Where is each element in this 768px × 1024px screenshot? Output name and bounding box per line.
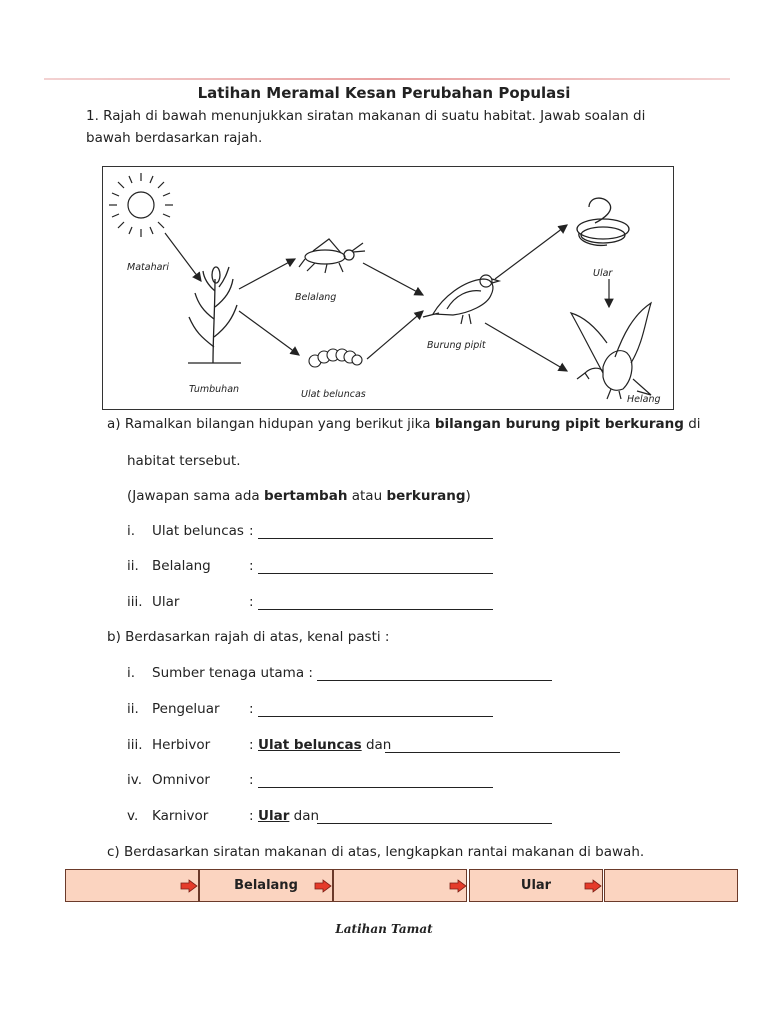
food-chain-box-3[interactable]	[333, 869, 467, 902]
arrow-plant-grasshopper	[239, 259, 295, 289]
food-chain-box-1[interactable]	[65, 869, 199, 902]
qb-item-4-colon: :	[249, 772, 254, 788]
label-ular: Ular	[593, 268, 613, 279]
question-a-label: a)	[107, 416, 121, 432]
footer-text: Latihan Tamat	[335, 922, 433, 936]
chain-arrow-3-icon	[449, 879, 467, 893]
answer-line-ulat-beluncas[interactable]	[258, 538, 493, 539]
plant-icon	[188, 267, 241, 363]
arrow-sun-plant	[165, 233, 201, 281]
caterpillar-icon	[309, 349, 362, 367]
herbivor-given: Ulat beluncas	[258, 737, 362, 753]
sun-icon	[109, 173, 173, 237]
note-bertambah: bertambah	[263, 488, 348, 504]
qa-item-1-num: i.	[127, 523, 136, 539]
question-b-label: b)	[107, 629, 121, 645]
arrow-plant-caterpillar	[239, 311, 299, 355]
qb-item-2-label: Pengeluar	[152, 701, 220, 717]
intro-line-1: 1. Rajah di bawah menunjukkan siratan makanan di suatu habitat. Jawab soalan di	[86, 108, 646, 124]
arrow-sparrow-snake	[495, 225, 567, 279]
intro-text	[86, 105, 686, 149]
qa-item-2-label: Belalang	[152, 558, 211, 574]
food-chain-box-4: Ular	[469, 869, 603, 902]
karnivor-joiner: dan	[289, 808, 320, 824]
qb-item-3-label: Herbivor	[152, 737, 211, 753]
snake-icon	[577, 198, 629, 245]
sparrow-icon	[423, 275, 499, 324]
qb-item-5-label: Karnivor	[152, 808, 209, 824]
chain-arrow-4-icon	[584, 879, 602, 893]
answer-line-herbivor[interactable]	[385, 752, 620, 753]
label-helang: Helang	[627, 394, 661, 405]
intro-line-2: bawah berdasarkan rajah.	[86, 130, 263, 146]
karnivor-given: Ular	[258, 808, 290, 824]
qa-item-1-colon: :	[249, 523, 254, 539]
note-mid: atau	[347, 488, 387, 504]
question-a-line2: habitat tersebut.	[127, 453, 241, 469]
label-tumbuhan: Tumbuhan	[189, 384, 240, 395]
qb-item-5-num: v.	[127, 808, 139, 824]
note-berkurang: berkurang	[386, 488, 466, 504]
label-belalang: Belalang	[295, 292, 337, 303]
arrow-caterpillar-sparrow	[367, 311, 423, 359]
qa-item-3-num: iii.	[127, 594, 143, 610]
arrow-sparrow-eagle	[485, 323, 567, 371]
question-a-note	[127, 488, 471, 504]
qa-item-2-num: ii.	[127, 558, 139, 574]
qa-item-3-colon: :	[249, 594, 254, 610]
label-ulat-beluncas: Ulat beluncas	[301, 389, 366, 400]
answer-line-belalang[interactable]	[258, 573, 493, 574]
answer-line-pengeluar[interactable]	[258, 716, 493, 717]
arrow-grasshopper-sparrow	[363, 263, 423, 295]
question-c	[107, 844, 644, 860]
question-a	[107, 416, 701, 432]
qb-item-3-given	[258, 737, 391, 753]
qb-item-3-num: iii.	[127, 737, 143, 753]
question-b	[107, 629, 389, 645]
top-divider	[44, 78, 730, 80]
food-chain-box-2: Belalang	[199, 869, 333, 902]
herbivor-joiner: dan	[361, 737, 392, 753]
question-a-tail: di	[683, 416, 701, 432]
qb-item-5-given	[258, 808, 319, 824]
answer-line-omnivor[interactable]	[258, 787, 493, 788]
grasshopper-icon	[299, 239, 365, 273]
label-matahari: Matahari	[127, 262, 169, 273]
qb-item-1-num: i.	[127, 665, 136, 681]
answer-line-karnivor[interactable]	[317, 823, 552, 824]
qa-item-2-colon: :	[249, 558, 254, 574]
food-web-diagram	[102, 166, 674, 410]
chain-arrow-1-icon	[180, 879, 198, 893]
question-c-label: c)	[107, 844, 120, 860]
qb-item-5-colon: :	[249, 808, 254, 824]
qb-item-2-num: ii.	[127, 701, 139, 717]
question-b-text: Berdasarkan rajah di atas, kenal pasti :	[125, 629, 390, 645]
note-pre: (Jawapan sama ada	[127, 488, 264, 504]
answer-line-ular[interactable]	[258, 609, 493, 610]
answer-line-sumber-tenaga[interactable]	[317, 680, 552, 681]
eagle-icon	[571, 303, 651, 399]
chain-arrow-2-icon	[314, 879, 332, 893]
qb-item-1-label: Sumber tenaga utama :	[152, 665, 313, 681]
question-a-bold: bilangan burung pipit berkurang	[434, 416, 684, 432]
qb-item-2-colon: :	[249, 701, 254, 717]
question-a-text: Ramalkan bilangan hidupan yang berikut jika	[124, 416, 435, 432]
note-post: )	[465, 488, 471, 504]
qb-item-4-num: iv.	[127, 772, 142, 788]
qa-item-1-label: Ulat beluncas	[152, 523, 244, 539]
qb-item-3-colon: :	[249, 737, 254, 753]
question-c-text: Berdasarkan siratan makanan di atas, lengkapkan rantai makanan di bawah.	[124, 844, 645, 860]
food-web-drawing	[103, 167, 673, 409]
page-title: Latihan Meramal Kesan Perubahan Populasi	[197, 84, 571, 102]
food-chain-box-5[interactable]	[604, 869, 738, 902]
qa-item-3-label: Ular	[152, 594, 180, 610]
qb-item-4-label: Omnivor	[152, 772, 210, 788]
label-burung-pipit: Burung pipit	[427, 340, 486, 351]
